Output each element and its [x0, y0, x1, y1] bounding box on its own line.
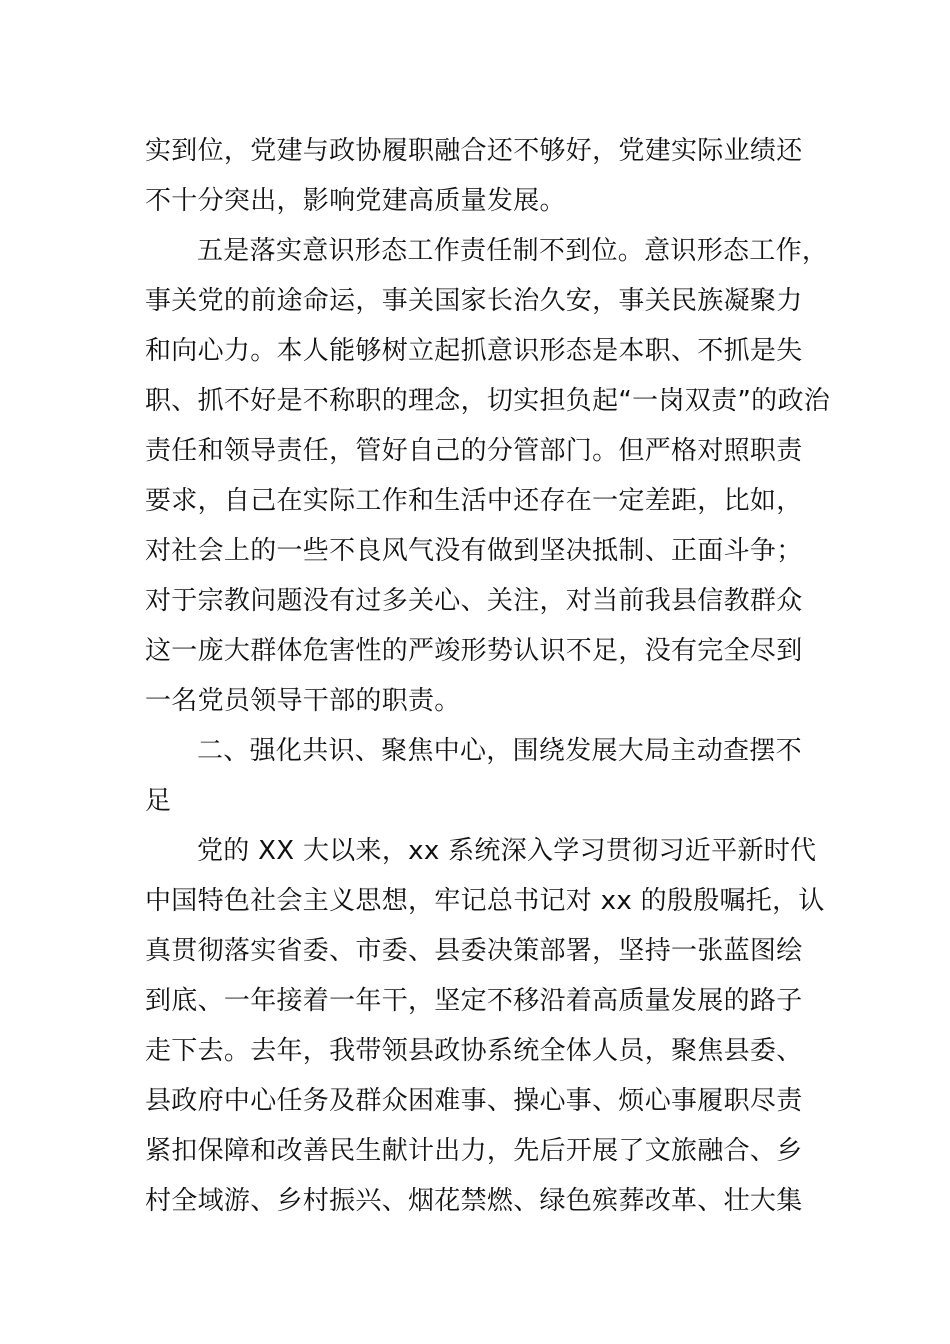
text-line: 县政府中心任务及群众困难事、操心事、烦心事履职尽责: [145, 1086, 803, 1116]
text-line: 实到位，党建与政协履职融合还不够好，党建实际业绩还: [145, 136, 803, 166]
heading-line: 足: [145, 786, 172, 816]
text-line: 对社会上的一些不良风气没有做到坚决抵制、正面斗争；: [145, 536, 803, 566]
document-body: [145, 126, 831, 1226]
text-line: 中国特色社会主义思想，牢记总书记对 xx 的殷殷嘱托，认: [145, 886, 825, 916]
paragraph-item-five: [145, 226, 831, 726]
text-line: 走下去。去年，我带领县政协系统全体人员，聚焦县委、: [145, 1036, 803, 1066]
text-line: 对于宗教问题没有过多关心、关注，对当前我县信教群众: [145, 586, 803, 616]
text-line: 不十分突出，影响党建高质量发展。: [145, 186, 566, 216]
text-line: 职、抓不好是不称职的理念，切实担负起“一岗双责”的政治: [145, 386, 831, 416]
text-line: 事关党的前途命运，事关国家长治久安，事关民族凝聚力: [145, 286, 803, 316]
paragraph-development: [145, 826, 825, 1226]
text-line: 紧扣保障和改善民生献计出力，先后开展了文旅融合、乡: [145, 1136, 803, 1166]
text-line: 五是落实意识形态工作责任制不到位。意识形态工作，: [197, 236, 829, 266]
text-line: 党的 XX 大以来，xx 系统深入学习贯彻习近平新时代: [197, 836, 817, 866]
text-line: 真贯彻落实省委、市委、县委决策部署，坚持一张蓝图绘: [145, 936, 803, 966]
paragraph-continuation: [145, 126, 810, 226]
text-line: 到底、一年接着一年干，坚定不移沿着高质量发展的路子: [145, 986, 803, 1016]
section-heading-two: [145, 726, 810, 826]
text-line: 村全域游、乡村振兴、烟花禁燃、绿色殡葬改革、壮大集: [145, 1186, 803, 1216]
text-line: 这一庞大群体危害性的严竣形势认识不足，没有完全尽到: [145, 636, 803, 666]
text-line: 责任和领导责任，管好自己的分管部门。但严格对照职责: [145, 436, 803, 466]
text-line: 要求，自己在实际工作和生活中还存在一定差距，比如，: [145, 486, 803, 516]
text-line: 一名党员领导干部的职责。: [145, 686, 461, 716]
text-line: 和向心力。本人能够树立起抓意识形态是本职、不抓是失: [145, 336, 803, 366]
heading-line: 二、强化共识、聚焦中心，围绕发展大局主动查摆不: [197, 736, 802, 766]
